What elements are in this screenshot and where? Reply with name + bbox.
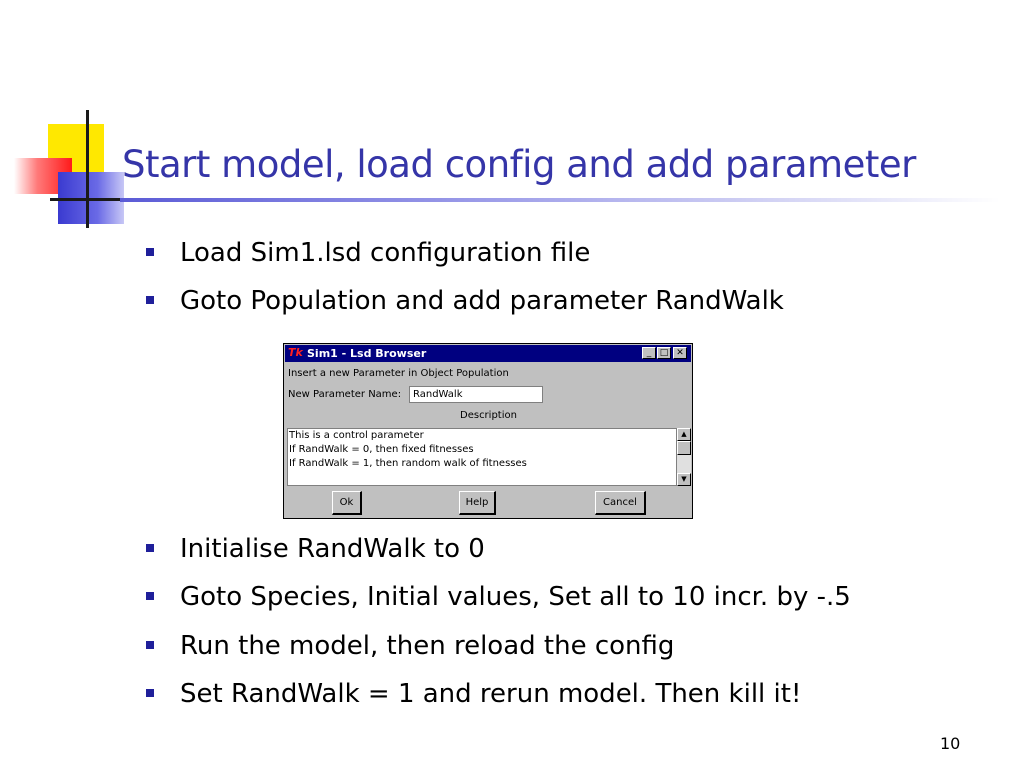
bullet-text: Goto Population and add parameter RandWalk <box>180 286 784 316</box>
bullet-text: Set RandWalk = 1 and rerun model. Then kill it! <box>180 679 802 709</box>
instruction-label: Insert a new Parameter in Object Population <box>288 368 509 379</box>
parameter-name-input[interactable] <box>409 386 543 403</box>
bullet-marker-icon <box>146 248 154 256</box>
description-line: If RandWalk = 1, then random walk of fitnesses <box>289 458 527 469</box>
bullet-marker-icon <box>146 641 154 649</box>
bullet-marker-icon <box>146 296 154 304</box>
description-line: If RandWalk = 0, then fixed fitnesses <box>289 444 474 455</box>
bullet-text: Goto Species, Initial values, Set all to 10 incr. by -.5 <box>180 582 851 612</box>
title-underline <box>120 198 1000 202</box>
slide-title: Start model, load config and add parameter <box>122 143 916 186</box>
window-titlebar[interactable] <box>285 345 691 362</box>
maximize-button[interactable]: □ <box>657 347 671 359</box>
ok-button[interactable]: Ok <box>332 491 362 515</box>
logo-vertical-line <box>86 110 89 228</box>
minimize-button[interactable]: _ <box>642 347 656 359</box>
scroll-up-arrow-icon[interactable]: ▲ <box>677 428 691 441</box>
bullet-marker-icon <box>146 689 154 697</box>
description-textarea[interactable] <box>287 428 677 486</box>
description-scrollbar[interactable] <box>677 428 691 486</box>
tk-logo-icon: Tk <box>288 346 303 359</box>
page-number: 10 <box>940 734 961 753</box>
bullet-marker-icon <box>146 592 154 600</box>
window-title: Sim1 - Lsd Browser <box>307 347 427 360</box>
bullet-marker-icon <box>146 544 154 552</box>
scroll-down-arrow-icon[interactable]: ▼ <box>677 473 691 486</box>
help-button[interactable]: Help <box>459 491 496 515</box>
bullet-text: Run the model, then reload the config <box>180 631 675 661</box>
description-label: Description <box>460 410 517 421</box>
bullet-text: Load Sim1.lsd configuration file <box>180 238 591 268</box>
lsd-browser-dialog <box>283 343 693 519</box>
logo-horizontal-line <box>50 198 130 201</box>
parameter-name-label: New Parameter Name: <box>288 389 402 400</box>
description-line: This is a control parameter <box>289 430 424 441</box>
cancel-button[interactable]: Cancel <box>595 491 646 515</box>
close-button[interactable]: ✕ <box>673 347 687 359</box>
scrollbar-thumb[interactable] <box>677 441 691 455</box>
bullet-text: Initialise RandWalk to 0 <box>180 534 485 564</box>
